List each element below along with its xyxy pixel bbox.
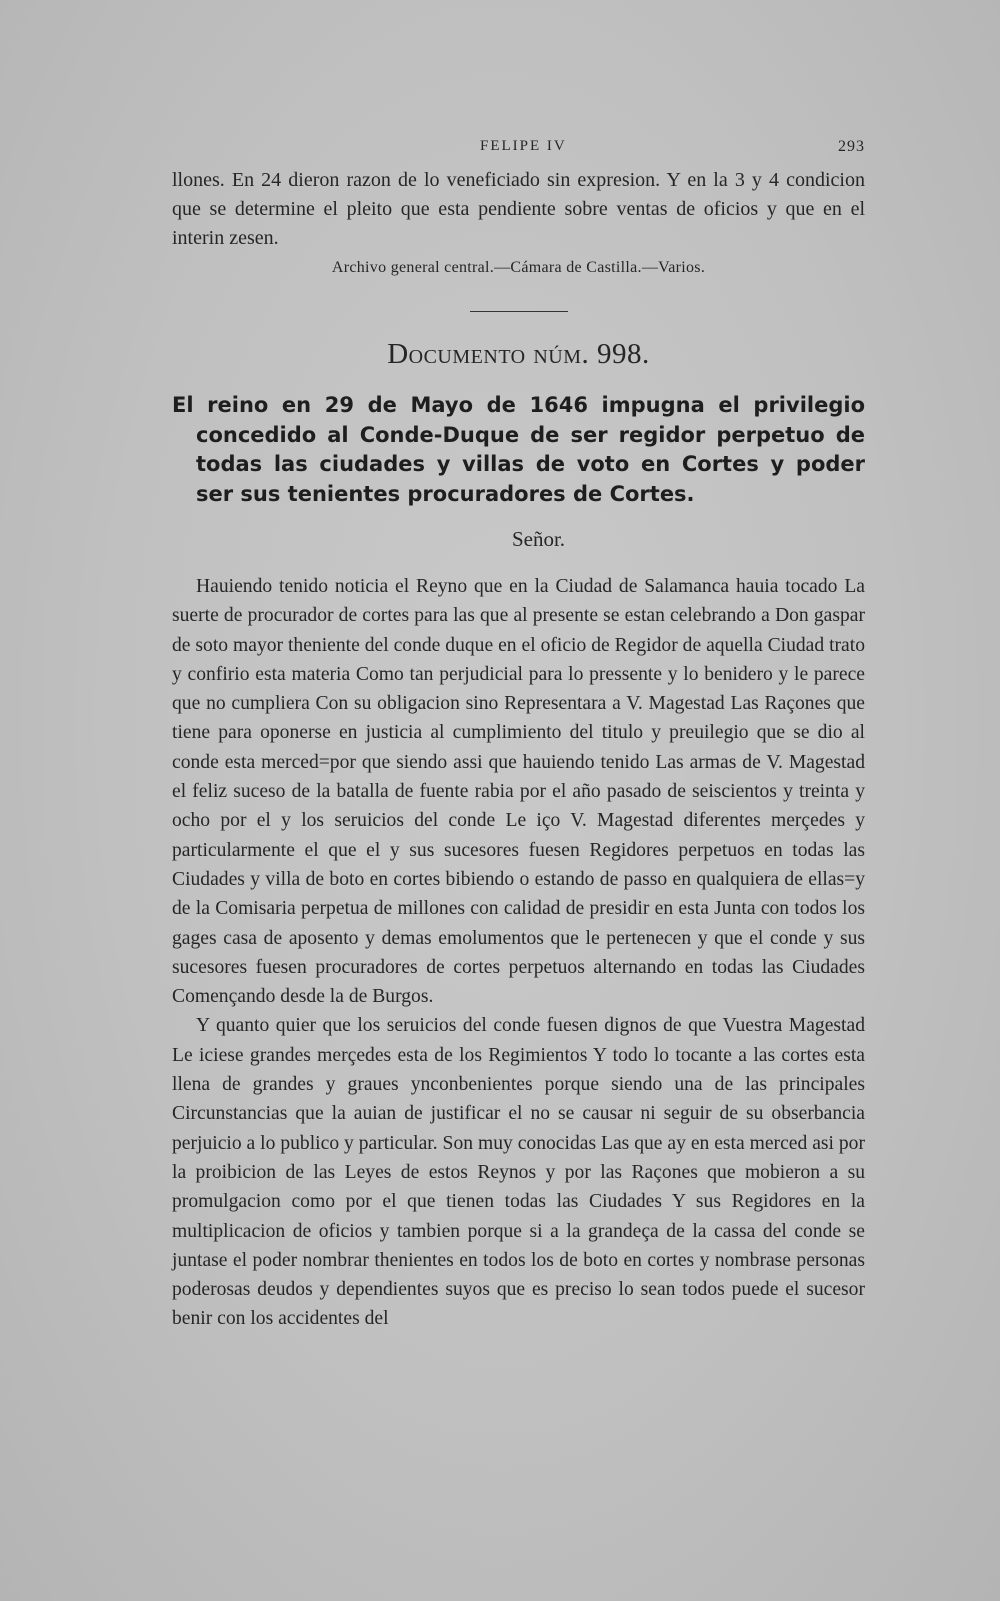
previous-document-text: llones. En 24 dieron razon de lo veneficiado sin expresion. Y en la 3 y 4 condicion que se determine el pleito que esta pendiente sobre ventas de oficios y que en el interin zesen.	[172, 169, 865, 249]
section-divider	[470, 311, 568, 312]
page-content	[172, 166, 865, 1334]
salutation: Señor.	[511, 527, 566, 551]
running-head-title: FELIPE IV	[480, 138, 567, 154]
page-number: 293	[838, 138, 865, 155]
body-paragraph-2: Y quanto quier que los seruicios del conde fuesen dignos de que Vuestra Magestad Le iciese grandes merçedes esta de los Regimientos Y todo lo tocante a las cortes esta llena de grandes y graues ynconbenientes porque siendo una de las principales Circunstancias que la auian de justificar el no se causar ni seguir de su obserbancia perjuicio a lo publico y particular. Son muy conocidas Las que ay en esta merced asi por la proibicion de las Leyes de estos Reynos y por las Raçones que mobieron a su promulgacion como por el que tienen todas las Ciudades Y sus Regidores en la multiplicacion de oficios y tambien porque si a la grandeça de la cassa del conde se juntase el poder nombrar thenientes en todos los de boto en cortes y nombrase personas poderosas deudos y dependientes suyos que es preciso lo sean todos puede el sucesor benir con los accidentes del	[172, 1015, 865, 1330]
document-heading: Documento núm. 998.	[387, 338, 650, 370]
document-body	[172, 572, 865, 1334]
archive-source: Archivo general central.—Cámara de Castilla.—Varios.	[331, 259, 706, 276]
body-paragraph-1: Hauiendo tenido noticia el Reyno que en la Ciudad de Salamanca hauia tocado La suerte de procurador de cortes para las que al presente se estan celebrando a Don gaspar de soto mayor theniente del conde duque en el oficio de Regidor de aquella Ciudad trato y confirio esta materia Como tan perjudicial para lo pressente y lo benidero y le parece que no cumpliera Con su obligacion sino Representara a V. Magestad Las Raçones que tiene para oponerse en justicia al cumplimiento del titulo y preuilegio que se dio al conde esta merced=por que siendo assi que hauiendo tenido Las armas de V. Magestad el feliz suceso de la batalla de fuente rabia por el año pasado de seiscientos y treinta y ocho por el y los seruicios del conde Le iço V. Magestad diferentes merçedes y particularmente el que el y sus sucesores fuesen Regidores perpetuos en todas las Ciudades y villa de boto en cortes bibiendo o estando de passo en qualquiera de ellas=y de la Comisaria perpetua de millones con calidad de presidir en esta Junta con todos los gages casa de aposento y demas emolumentos que le pertenecen y que el conde y sus sucesores fuesen procuradores de cortes perpetuos alternando en todas las Ciudades Començando desde la de Burgos.	[172, 576, 865, 1008]
document-summary: El reino en 29 de Mayo de 1646 impugna el privilegio concedido al Conde-Duque de ser regidor perpetuo de todas las ciudades y villas de voto en Cortes y poder ser sus tenientes procuradores de Cortes.	[172, 393, 865, 506]
